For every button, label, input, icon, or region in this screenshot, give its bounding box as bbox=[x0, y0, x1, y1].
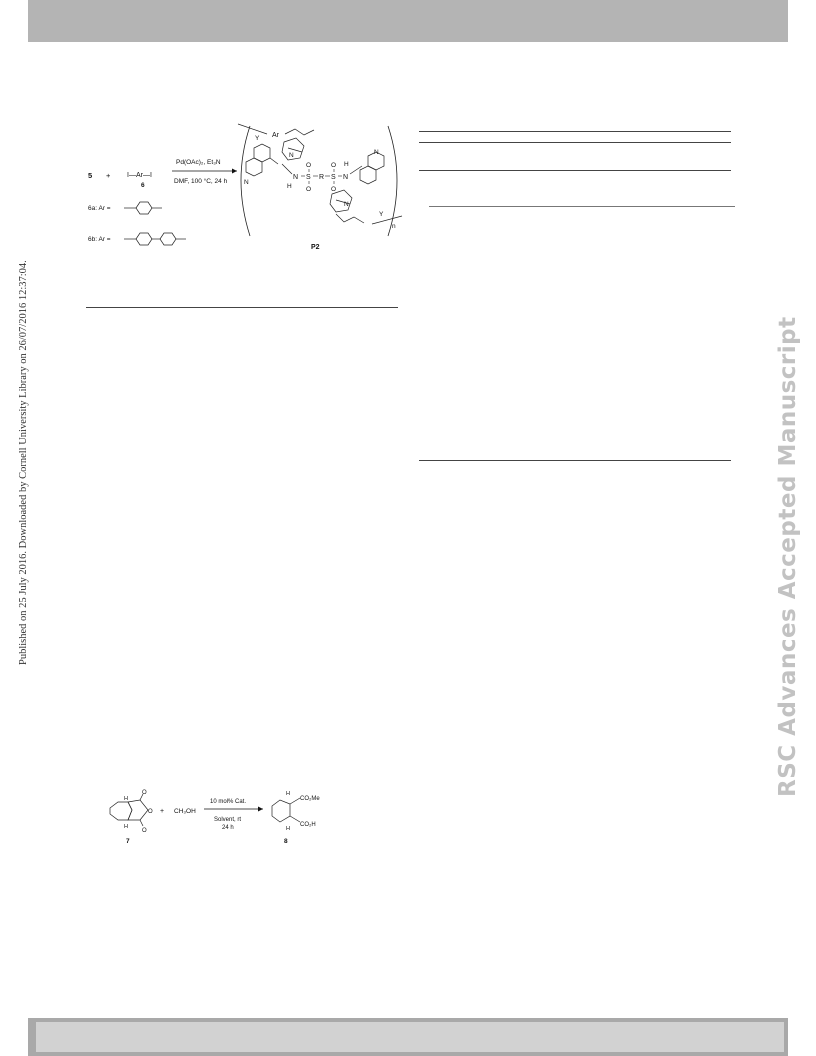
product-label-8: 8 bbox=[284, 838, 288, 845]
bond-left-amide bbox=[282, 164, 292, 174]
reactant-6: I—Ar—I bbox=[127, 172, 152, 179]
scheme-1 bbox=[82, 118, 412, 298]
watermark: RSC Advances Accepted Manuscript bbox=[775, 316, 801, 797]
anhydride-structure bbox=[110, 794, 148, 826]
atom-n-quinuclidine-left: N bbox=[289, 152, 294, 159]
atom-ar: Ar bbox=[272, 132, 279, 139]
plus-sign-2: + bbox=[160, 808, 165, 815]
product-ester: CO₂Me bbox=[300, 796, 320, 802]
table-header-rule bbox=[419, 142, 731, 143]
scheme-1-divider bbox=[86, 307, 398, 308]
chain-start bbox=[238, 124, 267, 134]
anhydride-o-bottom: O bbox=[142, 828, 147, 834]
vinyl-linker-top bbox=[285, 129, 314, 135]
conditions-top: Pd(OAc)₂, Et₃N bbox=[176, 159, 221, 166]
reagent-methanol: CH₃OH bbox=[174, 808, 196, 815]
quinoline-right bbox=[350, 152, 384, 184]
anhydride-o-ring: O bbox=[148, 809, 153, 815]
atom-o-right-top: O bbox=[331, 162, 337, 169]
conditions-solvent: Solvent, rt bbox=[214, 817, 242, 823]
page-footer-inner bbox=[36, 1022, 784, 1052]
plus-sign: + bbox=[106, 171, 111, 180]
atom-h-amide-left: H bbox=[287, 183, 292, 190]
table-note-rule bbox=[429, 206, 735, 207]
atom-h-amide-right: H bbox=[344, 161, 349, 168]
atom-n-quinuclidine-right: N bbox=[344, 201, 349, 208]
table-top-rule bbox=[419, 131, 731, 132]
atom-o-left-bottom: O bbox=[306, 186, 312, 193]
substrate-label-7: 7 bbox=[126, 838, 130, 845]
reactant-5: 5 bbox=[88, 171, 93, 180]
atom-s-left: S bbox=[306, 174, 311, 181]
atom-n-amide-right: N bbox=[343, 174, 349, 181]
atom-n-quinoline-right: N bbox=[374, 149, 379, 156]
conditions-time: 24 h bbox=[222, 825, 234, 831]
anhydride-h-bottom: H bbox=[124, 824, 128, 830]
option-6b: 6b: Ar = bbox=[88, 236, 111, 243]
atom-o-right-bottom: O bbox=[331, 186, 337, 193]
atom-y-top: Y bbox=[255, 135, 260, 142]
phenylene-structure bbox=[124, 202, 162, 214]
reactant-6-label: 6 bbox=[141, 182, 145, 189]
table-subheader-rule bbox=[419, 170, 731, 171]
product-h-top: H bbox=[286, 791, 290, 797]
vinyl-linker-bottom bbox=[336, 214, 364, 223]
conditions-catalyst: 10 mol% Cat. bbox=[210, 799, 247, 805]
chain-end bbox=[372, 216, 402, 224]
atom-y-bottom: Y bbox=[379, 211, 384, 218]
product-label-p2: P2 bbox=[311, 244, 320, 251]
atom-n-amide-left: N bbox=[293, 174, 299, 181]
reaction-arrow-2-head bbox=[258, 807, 263, 812]
option-6a: 6a: Ar = bbox=[88, 205, 111, 212]
reaction-arrow-head bbox=[232, 169, 237, 174]
product-acid: CO₂H bbox=[300, 822, 316, 828]
anhydride-h-top: H bbox=[124, 796, 128, 802]
page-header-bar bbox=[28, 0, 788, 42]
biphenylene-structure bbox=[124, 233, 186, 245]
table-bottom-rule bbox=[419, 460, 731, 461]
atom-o-left-top: O bbox=[306, 162, 312, 169]
subscript-n: n bbox=[392, 223, 396, 230]
publication-note: Published on 25 July 2016. Downloaded by Cornell University Library on 26/07/2016 12:37:04. bbox=[18, 260, 29, 665]
quinoline-left bbox=[246, 144, 278, 176]
product-cyclohexane bbox=[272, 798, 300, 822]
scheme-2 bbox=[100, 786, 340, 856]
anhydride-o-top: O bbox=[142, 790, 147, 796]
conditions-bottom: DMF, 100 °C, 24 h bbox=[174, 178, 228, 185]
atom-n-quinoline-left: N bbox=[244, 179, 249, 186]
atom-r: R bbox=[319, 174, 325, 181]
product-h-bottom: H bbox=[286, 826, 290, 832]
atom-s-right: S bbox=[331, 174, 336, 181]
